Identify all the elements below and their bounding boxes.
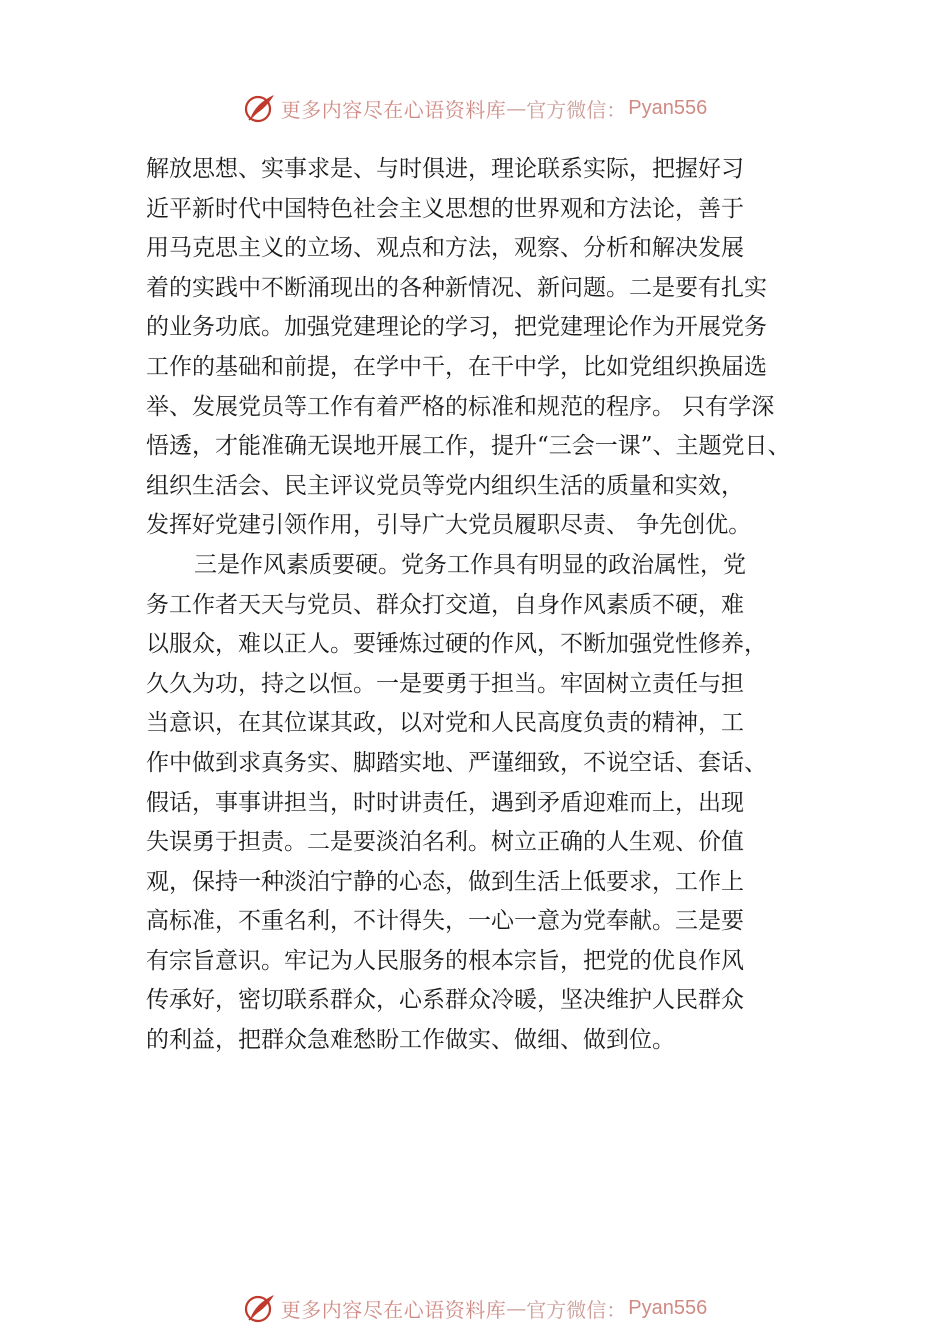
footer-banner (0, 1288, 950, 1328)
text-line: 高标准，不重名利，不计得失，一心一意为党奉献。三是要 (146, 908, 744, 935)
text-line: 着的实践中不断涌现出的各种新情况、新问题。二是要有扎实 (146, 274, 767, 301)
text-line: 作中做到求真务实、脚踏实地、严谨细致，不说空话、套话、 (146, 749, 767, 776)
text-line: 以服众，难以正人。要锤炼过硬的作风，不断加强党性修养， (146, 631, 767, 658)
text-line: 解放思想、实事求是、与时俱进，理论联系实际，把握好习 (146, 156, 744, 182)
text-line: 工作的基础和前提，在学中干，在干中学，比如党组织换届选 (146, 353, 767, 380)
text-line: 悟透，才能准确无误地开展工作，提升“三会一课”、主题党日、 (146, 433, 791, 460)
text-line: 近平新时代中国特色社会主义思想的世界观和方法论，善于 (146, 195, 744, 222)
header-site-name: 更多内容尽在心语资料库 (280, 97, 507, 122)
text-line: 有宗旨意识。牢记为人民服务的根本宗旨，把党的优良作风 (146, 947, 744, 974)
quill-pen-logo-icon (243, 91, 277, 125)
text-line: 发挥好党建引领作用，引导广大党员履职尽责、 争先创优。 (146, 512, 752, 539)
text-line: 组织生活会、民主评议党员等党内组织生活的质量和实效， (146, 472, 744, 499)
text-line: 失误勇于担责。二是要淡泊名利。树立正确的人生观、价值 (146, 829, 744, 856)
text-line: 久久为功，持之以恒。一是要勇于担当。牢固树立责任与担 (146, 670, 744, 697)
footer-wechat-label: 官方微信： (526, 1297, 627, 1322)
document-body (146, 150, 846, 1061)
text-line: 假话，事事讲担当，时时讲责任，遇到矛盾迎难而上，出现 (146, 789, 744, 816)
footer-site-name: 更多内容尽在心语资料库 (280, 1297, 507, 1322)
text-line: 当意识，在其位谋其政，以对党和人民高度负责的精神，工 (146, 710, 744, 737)
header-wechat-label: 官方微信： (526, 97, 627, 122)
footer-dash: — (506, 1296, 527, 1320)
header-banner (0, 88, 950, 128)
text-line: 的业务功底。加强党建理论的学习，把党建理论作为开展党务 (146, 314, 767, 341)
header-wechat-id: Pyan556 (628, 96, 708, 119)
text-line: 务工作者天天与党员、群众打交道，自身作风素质不硬，难 (146, 591, 744, 618)
quill-pen-logo-icon (243, 1291, 277, 1325)
footer-wechat-id: Pyan556 (628, 1296, 708, 1319)
text-line: 用马克思主义的立场、观点和方法，观察、分析和解决发展 (146, 235, 744, 262)
text-line: 举、发展党员等工作有着严格的标准和规范的程序。 只有学深 (146, 393, 775, 420)
text-line: 观，保持一种淡泊宁静的心态，做到生活上低要求，工作上 (146, 868, 744, 895)
paragraph-start-line: 三是作风素质要硬。党务工作具有明显的政治属性，党 (194, 551, 746, 578)
header-dash: — (506, 96, 527, 120)
text-line: 的利益，把群众急难愁盼工作做实、做细、做到位。 (146, 1027, 675, 1054)
text-line: 传承好，密切联系群众，心系群众冷暖，坚决维护人民群众 (146, 987, 744, 1014)
